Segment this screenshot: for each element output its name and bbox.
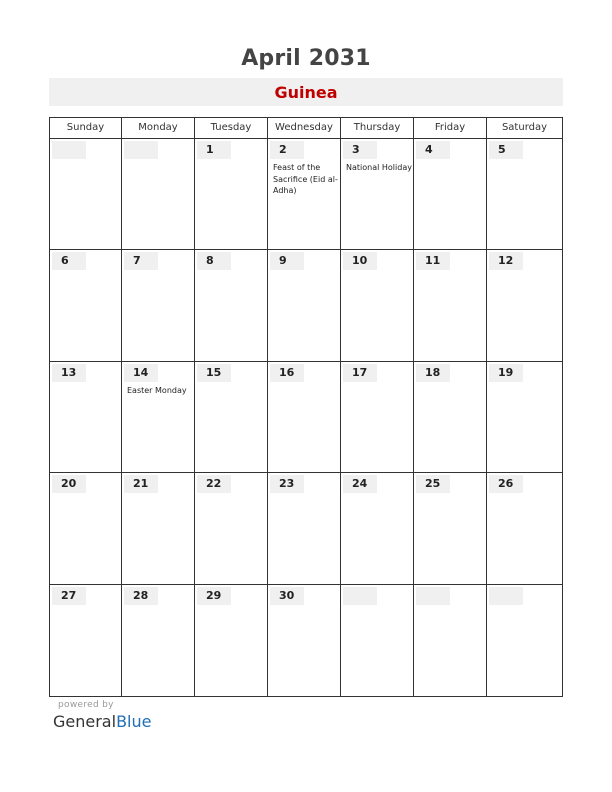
country-name: Guinea: [274, 83, 338, 102]
day-number: [52, 141, 86, 159]
day-number: 7: [124, 252, 158, 270]
day-cell: [268, 139, 341, 250]
day-cell: [487, 139, 562, 250]
day-cell: [487, 250, 562, 361]
day-number: 21: [124, 475, 158, 493]
weekday-header-tuesday: Tuesday: [195, 118, 268, 138]
day-number: 27: [52, 587, 86, 605]
day-number: 17: [343, 364, 377, 382]
day-cell: [122, 139, 195, 250]
day-number: 5: [489, 141, 523, 159]
day-cell: [122, 250, 195, 361]
day-cell: [195, 139, 268, 250]
day-cell: [50, 250, 122, 361]
day-cell: [487, 362, 562, 473]
day-number: 15: [197, 364, 231, 382]
day-number: 29: [197, 587, 231, 605]
holiday-label: Feast of the Sacrifice (Eid al-Adha): [273, 163, 338, 195]
day-number: 25: [416, 475, 450, 493]
day-number: 14: [124, 364, 158, 382]
day-number: 30: [270, 587, 304, 605]
day-cell: [122, 473, 195, 584]
weekday-header-thursday: Thursday: [341, 118, 414, 138]
day-cell: [268, 473, 341, 584]
day-cell: [414, 585, 487, 696]
day-number: 9: [270, 252, 304, 270]
generalblue-logo: [53, 712, 151, 731]
day-cell: [414, 362, 487, 473]
weekday-header-sunday: Sunday: [50, 118, 122, 138]
day-cell: [268, 250, 341, 361]
day-number: 8: [197, 252, 231, 270]
day-number: 18: [416, 364, 450, 382]
weekday-header-friday: Friday: [414, 118, 487, 138]
day-number: 16: [270, 364, 304, 382]
day-number: 12: [489, 252, 523, 270]
day-cell: [195, 250, 268, 361]
day-cell: [50, 362, 122, 473]
brand-blue-text: Blue: [116, 712, 152, 731]
day-cell: [268, 362, 341, 473]
day-cell: [50, 473, 122, 584]
day-cell: [341, 473, 414, 584]
holiday-label: National Holiday: [346, 163, 412, 172]
day-number: [416, 587, 450, 605]
day-cell: [487, 585, 562, 696]
day-cell: [195, 585, 268, 696]
day-number: [124, 141, 158, 159]
powered-by-label: powered by: [58, 700, 114, 710]
country-band: [49, 78, 563, 106]
page-title: April 2031: [241, 46, 371, 71]
day-number: 28: [124, 587, 158, 605]
day-cell: [487, 473, 562, 584]
holiday-label: Easter Monday: [127, 385, 187, 395]
day-number: 2: [270, 141, 304, 159]
day-cell: [195, 473, 268, 584]
day-cell: [341, 139, 414, 250]
day-number: [343, 587, 377, 605]
day-number: 1: [197, 141, 231, 159]
day-number: 22: [197, 475, 231, 493]
weekday-header-row: [50, 118, 562, 139]
day-number: 6: [52, 252, 86, 270]
day-cell: [122, 585, 195, 696]
day-cell: [50, 139, 122, 250]
day-cell: [122, 362, 195, 473]
day-cell: [341, 362, 414, 473]
day-cell: [414, 250, 487, 361]
day-number: 3: [343, 141, 377, 159]
weekday-header-saturday: Saturday: [501, 122, 548, 133]
day-number: 26: [489, 475, 523, 493]
day-cell: [341, 585, 414, 696]
day-number: 24: [343, 475, 377, 493]
day-cell: [414, 139, 487, 250]
calendar-grid: [49, 117, 563, 697]
day-number: 11: [416, 252, 450, 270]
day-number: 4: [416, 141, 450, 159]
day-number: 19: [489, 364, 523, 382]
day-cell: [268, 585, 341, 696]
brand-general-text: General: [53, 712, 117, 731]
day-cell: [341, 250, 414, 361]
day-cell: [50, 585, 122, 696]
day-number: 13: [52, 364, 86, 382]
day-cell: [414, 473, 487, 584]
day-number: 20: [52, 475, 86, 493]
day-number: [489, 587, 523, 605]
weekday-header-wednesday: Wednesday: [268, 118, 341, 138]
day-number: 23: [270, 475, 304, 493]
day-number: 10: [343, 252, 377, 270]
day-cell: [195, 362, 268, 473]
weekday-header-monday: Monday: [122, 118, 195, 138]
